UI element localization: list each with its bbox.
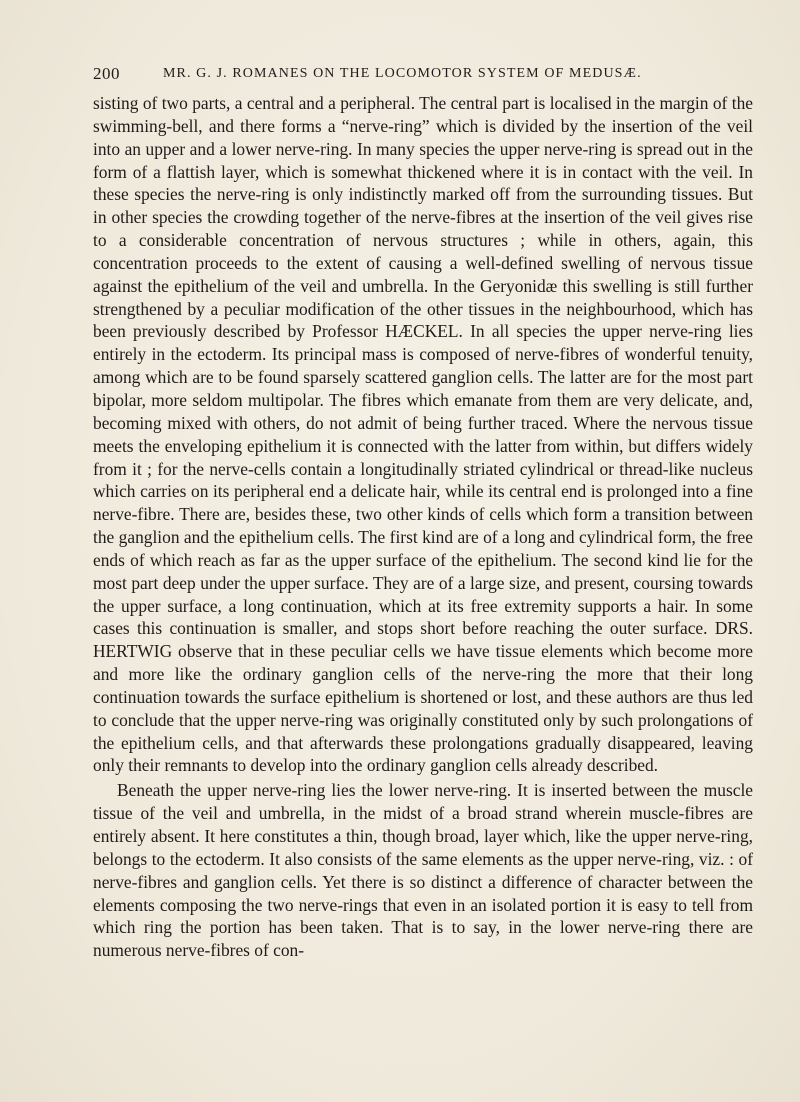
page-header (93, 64, 673, 86)
running-head: MR. G. J. ROMANES ON THE LOCOMOTOR SYSTEM OF MEDUSÆ. (163, 66, 642, 81)
paragraph-lower-nerve-ring: Beneath the upper nerve-ring lies the lower nerve-ring. It is inserted between the muscle tissue of the veil and umbrella, in the midst of a broad strand wherein muscle-fibres are entirely absent. It here constitutes a thin, though broad, layer which, like the upper nerve-ring, belongs to the ectoderm. It also consists of the same elements as the upper nerve-ring, viz. : of nerve-fibres and ganglion cells. Yet there is so distinct a difference of character between the elements composing the two nerve-rings that even in an isolated portion it is easy to tell from which ring the portion has been taken. That is to say, in the lower nerve-ring there are numerous nerve-fibres of con- (93, 780, 753, 961)
paragraph-continued: sisting of two parts, a central and a peripheral. The central part is localised in the margin of the swimming-bell, and there forms a “nerve-ring” which is divided by the insertion of the veil into an upper and a lower nerve-ring. In many species the upper nerve-ring is spread out in the form of a flattish layer, which is somewhat thickened where it is in contact with the veil. In these species the nerve-ring is only indistinctly marked off from the surrounding tissues. But in other species the crowding together of the nerve-fibres at the insertion of the veil gives rise to a considerable concentration of nervous structures ; while in others, again, this concentration proceeds to the extent of causing a well-defined swelling of nervous tissue against the epithelium of the veil and umbrella. In the Geryonidæ this swelling is still further strengthened by a peculiar modification of the other tissues in the neighbourhood, which has been previously described by Professor HÆCKEL. In all species the upper nerve-ring lies entirely in the ectoderm. Its principal mass is composed of nerve-fibres of wonderful tenuity, among which are to be found sparsely scattered ganglion cells. The latter are for the most part bipolar, more seldom multipolar. The fibres which emanate from them are very delicate, and, becoming mixed with others, do not admit of being further traced. Where the nervous tissue meets the enveloping epithelium it is connected with the latter from within, but differs widely from it ; for the nerve-cells contain a longitudinally striated cylindrical or thread-like nucleus which carries on its peripheral end a delicate hair, while its central end is prolonged into a fine nerve-fibre. There are, besides these, two other kinds of cells which form a transition between the ganglion and the epithelium cells. The first kind are of a long and cylindrical form, the free ends of which reach as far as the upper surface of the epithelium. The second kind lie for the most part deep under the upper surface. They are of a large size, and present, coursing towards the upper surface, a long continuation, which at its free extremity supports a hair. In some cases this continuation is smaller, and stops short before reaching the outer surface. DRS. HERTWIG observe that in these peculiar cells we have tissue elements which become more and more like the ordinary ganglion cells of the nerve-ring the more that their long continuation towards the surface epithelium is shortened or lost, and these authors are thus led to conclude that the upper nerve-ring was originally constituted only by such prolongations of the epithelium cells, and that afterwards these prolongations gradually disappeared, leaving only their remnants to develop into the ordinary ganglion cells already described. (93, 93, 753, 776)
body-text (93, 92, 753, 962)
page-number: 200 (93, 64, 120, 83)
